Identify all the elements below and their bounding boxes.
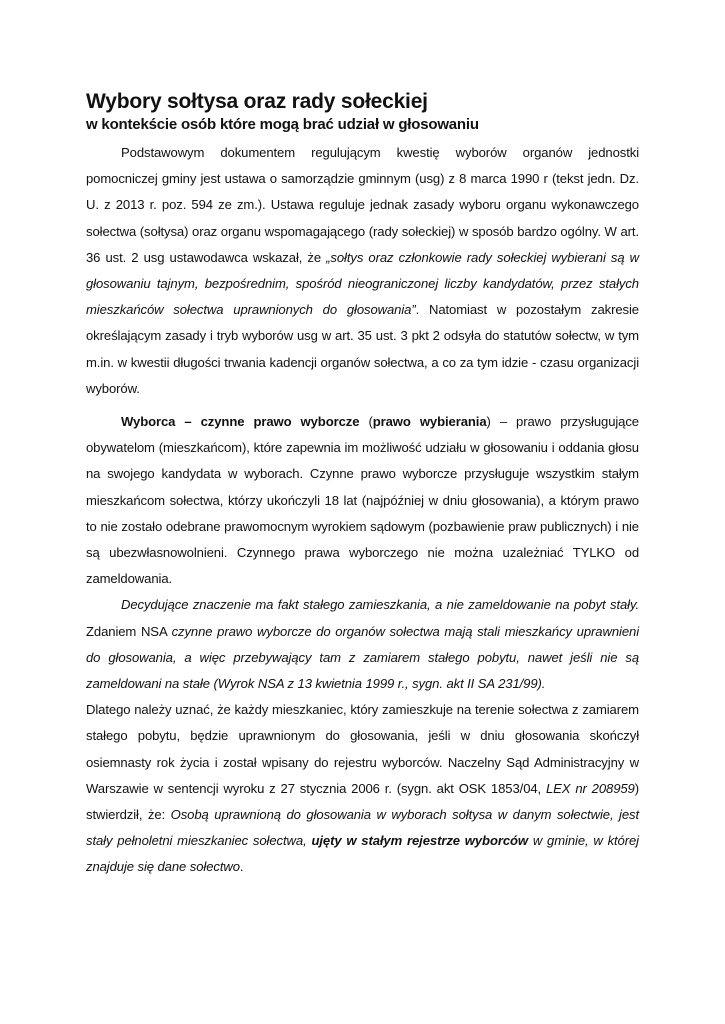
ruling-quote-emphasis: ujęty w stałym rejestrze wyborców (311, 833, 529, 849)
paragraph-conclusion (86, 697, 639, 880)
paragraph-text: Dlatego należy uznać, że każdy mieszkaniec, który zamieszkuje na terenie sołectwa z zamiarem stałego pobytu, będzie uprawnionym do głosowania, jeśli w dniu głosowania skończył osiemnasty rok życia i został wpisany do rejestru wyborców. Naczelny Sąd Administracyjny w Warszawie w sentencji wyroku z 27 stycznia 2006 r. (sygn. akt OSK 1853/04, (86, 702, 639, 796)
paragraph-text: Zdaniem NSA (86, 623, 172, 639)
paragraph-text: ) stwierdził, że: (86, 780, 639, 823)
nsa-ruling-quote: czynne prawo wyborcze do organów sołectwa mają stali mieszkańcy uprawnieni do głosowania, a więc przebywający tam z zamiarem stałego pobytu, nawet jeśli nie są zameldowani na stałe (Wyrok NSA z 13 kwietnia 1999 r., sygn. akt II SA 231/99). (86, 623, 640, 692)
paragraph-text: . Natomiast w pozostałym zakresie określającym zasady i tryb wyborów usg w art. 35 ust. 3 pkt 2 odsyła do statutów sołectw, w tym m.in. w kwestii długości trwania kadencji organów sołectwa, a co za tym idzie - czasu organizacji wyborów. (86, 302, 639, 396)
paragraph-residence (86, 592, 639, 697)
lex-reference: LEX nr 208959 (545, 780, 635, 796)
term-voter: Wyborca – czynne prawo wyborcze (121, 414, 360, 430)
document-title: Wybory sołtysa oraz rady sołeckiej (86, 90, 428, 113)
paragraph-voter (86, 409, 639, 592)
document-subtitle: w kontekście osób które mogą brać udział w głosowaniu (86, 116, 479, 133)
ruling-quote-end: w gminie, w której znajduje się dane sołectwo (86, 833, 639, 875)
statute-quote: „sołtys oraz członkowie rady sołeckiej wybierani są w głosowaniu tajnym, bezpośrednim, spośród nieograniczonej liczby kandydatów, przez stałych mieszkańców sołectwa uprawnionych do głosowania” (86, 249, 639, 318)
paragraph-text: . (239, 859, 244, 875)
paragraph-text: Podstawowym dokumentem regulującym kwestię wyborów organów jednostki pomocniczej gminy jest ustawa o samorządzie gminnym (usg) z 8 marca 1990 r (tekst jedn. Dz. U. z 2013 r. poz. 594 ze zm.). Ustawa reguluje jednak zasady wyboru organu wykonawczego sołectwa (sołtysa) oraz organu wspomagającego (rady sołeckiej) w sposób bardzo ogólny. W art. 36 ust. 2 usg ustawodawca wskazał, że (86, 145, 639, 265)
paragraph-text: ) – prawo przysługujące obywatelom (mieszkańcom), które zapewnia im możliwość udziału w głosowaniu i oddania głosu na swojego kandydata w wyborach. Czynne prawo wyborcze przysługuje wszystkim stałym mieszkańcom sołectwa, którzy ukończyli 18 lat (najpóźniej w dniu głosowania), a którym prawo to nie zostało odebrane prawomocnym wyrokiem sądowym (pozbawienie praw publicznych) i nie są ubezwłasnowolnieni. Czynnego prawa wyborczego nie można uzależniać TYLKO od zameldowania. (86, 414, 639, 587)
ruling-quote: Osobą uprawnioną do głosowania w wyborach sołtysa w danym sołectwie, jest stały pełnoletni mieszkaniec sołectwa, (86, 807, 639, 849)
paragraph-text: ( (359, 414, 373, 430)
paragraph-intro (86, 140, 639, 402)
emphasis-text: Decydujące znaczenie ma fakt stałego zamieszkania, a nie zameldowanie na pobyt stały. (121, 597, 639, 613)
document-page (86, 90, 639, 881)
term-right-to-vote: prawo wybierania (372, 414, 487, 430)
